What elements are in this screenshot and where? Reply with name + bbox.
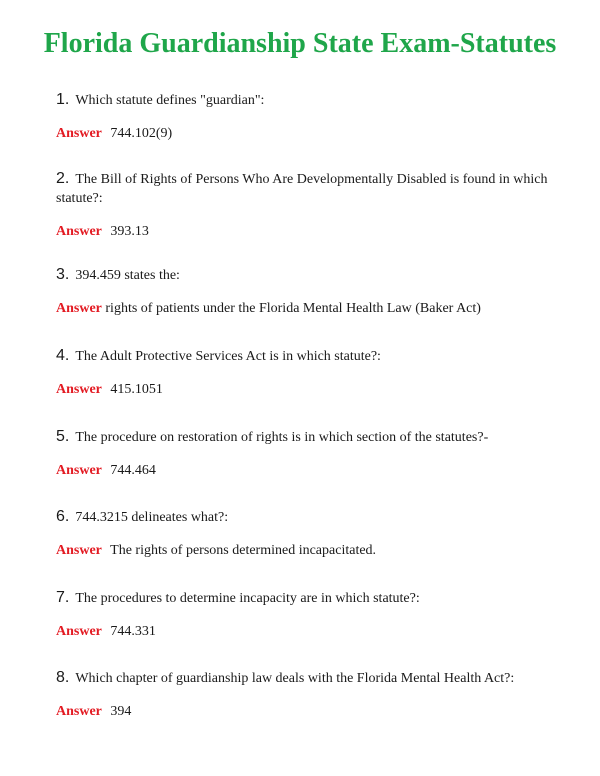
answer-6 [56,541,556,560]
answer-text: 415.1051 [110,382,163,397]
answer-7 [56,622,556,641]
answer-text: 744.102(9) [110,126,173,141]
answer-text: The rights of persons determined incapacitated. [110,543,377,558]
question-text: The Adult Protective Services Act is in which statute?: [75,349,381,364]
question-number: 4. [56,347,70,364]
question-number: 5. [56,428,70,445]
qa-item-8 [56,668,556,721]
answer-label: Answer [56,624,102,639]
answer-4 [56,380,556,399]
answer-5 [56,461,556,480]
answer-text: 394 [110,704,132,719]
answer-label: Answer [56,543,102,558]
question-2 [56,169,556,208]
answer-1 [56,124,556,143]
question-text: Which chapter of guardianship law deals with the Florida Mental Health Act?: [75,671,515,686]
answer-label: Answer [56,382,102,397]
answer-label: Answer [56,126,102,141]
answer-label: Answer [56,704,102,719]
question-8 [56,668,556,688]
question-4 [56,346,556,366]
question-text: 394.459 states the: [75,268,180,283]
page-title: Florida Guardianship State Exam-Statutes [43,28,557,59]
question-number: 8. [56,669,70,686]
qa-item-4 [56,346,556,399]
question-5 [56,427,556,447]
question-text: The Bill of Rights of Persons Who Are Developmentally Disabled is found in which statute?: [56,172,548,206]
answer-label: Answer [56,224,102,239]
answer-text: 744.331 [110,624,156,639]
question-6 [56,507,556,527]
question-number: 6. [56,508,70,525]
qa-item-3 [56,265,556,318]
answer-8 [56,702,556,721]
qa-item-2 [56,169,556,241]
answer-3 [56,299,556,318]
answer-text: rights of patients under the Florida Mental Health Law (Baker Act) [105,301,481,316]
question-1 [56,90,556,110]
qa-item-7 [56,588,556,641]
question-number: 7. [56,589,70,606]
qa-item-1 [56,90,556,143]
answer-2 [56,222,556,241]
answer-label: Answer [56,463,102,478]
question-7 [56,588,556,608]
answer-text: 744.464 [110,463,156,478]
question-number: 3. [56,266,70,283]
qa-item-5 [56,427,556,480]
question-text: The procedures to determine incapacity are in which statute?: [75,591,420,606]
qa-item-6 [56,507,556,560]
question-text: Which statute defines "guardian": [75,93,265,108]
question-number: 2. [56,170,70,187]
answer-label: Answer [56,301,102,316]
question-3 [56,265,556,285]
answer-text: 393.13 [110,224,149,239]
question-text: 744.3215 delineates what?: [75,510,229,525]
question-text: The procedure on restoration of rights is in which section of the statutes?- [75,430,489,445]
question-number: 1. [56,91,70,108]
